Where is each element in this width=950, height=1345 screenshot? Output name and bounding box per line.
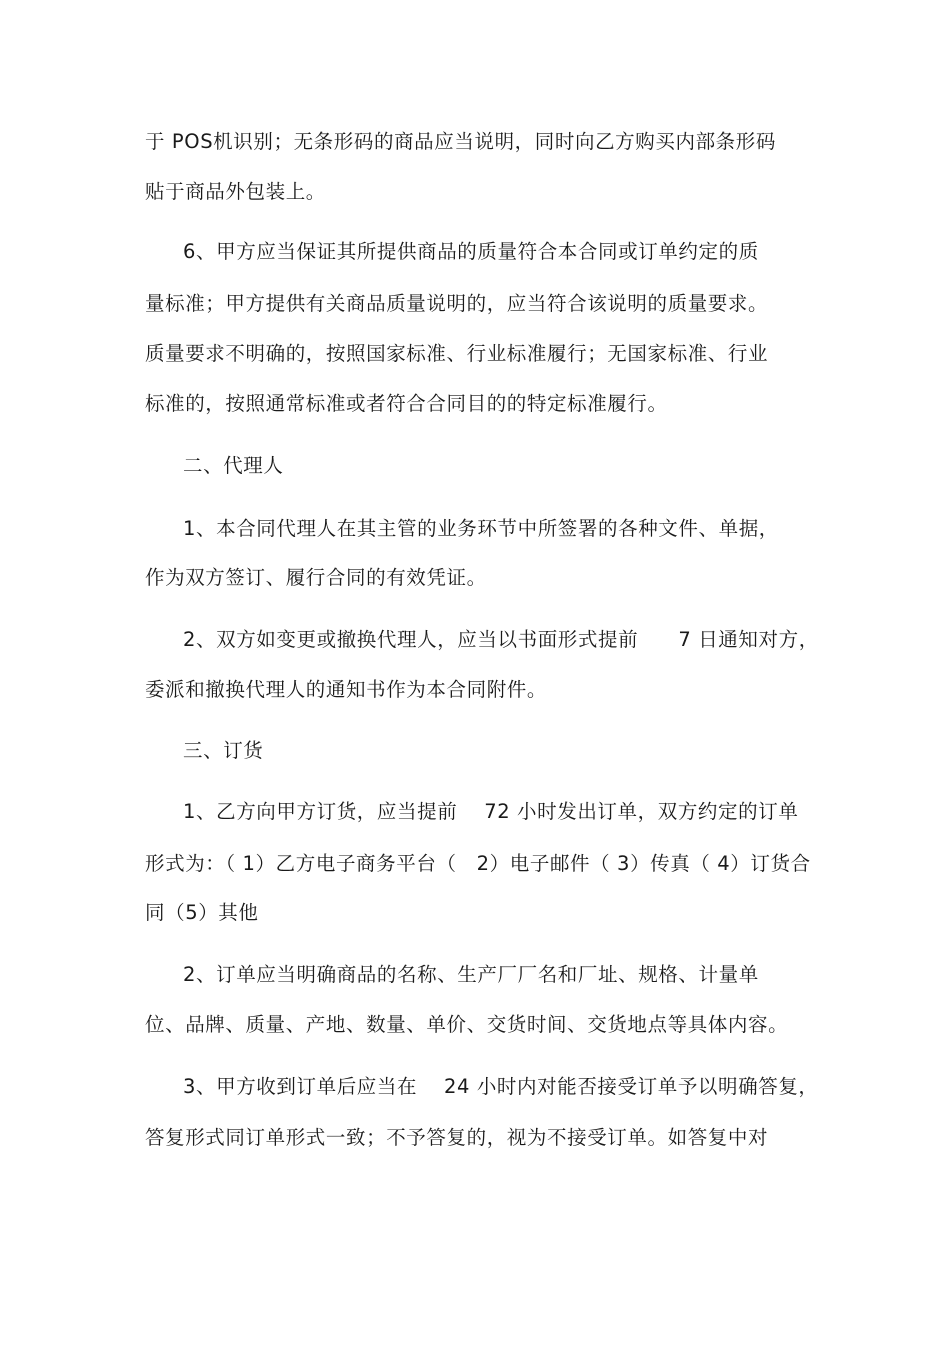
text-line: 同（5）其他 <box>145 901 259 924</box>
text-line: 量标准；甲方提供有关商品质量说明的，应当符合该说明的质量要求。 <box>145 292 769 315</box>
text-line: 于 POS机识别；无条形码的商品应当说明，同时向乙方购买内部条形码 <box>145 130 776 153</box>
text-line: 位、品牌、质量、产地、数量、单价、交货时间、交货地点等具体内容。 <box>145 1013 789 1036</box>
paragraph-order-3-start: 3、甲方收到订单后应当在 24 小时内对能否接受订单予以明确答复， <box>183 1075 819 1098</box>
paragraph-6-start: 6、甲方应当保证其所提供商品的质量符合本合同或订单约定的质 <box>183 240 759 263</box>
paragraph-order-1-start: 1、乙方向甲方订货，应当提前 72 小时发出订单，双方约定的订单 <box>183 800 799 823</box>
text-line: 质量要求不明确的，按照国家标准、行业标准履行；无国家标准、行业 <box>145 342 769 365</box>
text-line: 贴于商品外包装上。 <box>145 180 326 203</box>
paragraph-order-2-start: 2、订单应当明确商品的名称、生产厂厂名和厂址、规格、计量单 <box>183 963 759 986</box>
section-heading-agent: 二、代理人 <box>183 454 284 477</box>
text-line: 答复形式同订单形式一致；不予答复的，视为不接受订单。如答复中对 <box>145 1126 769 1149</box>
paragraph-agent-1-start: 1、本合同代理人在其主管的业务环节中所签署的各种文件、单据， <box>183 517 779 540</box>
text-line: 形式为：（ 1）乙方电子商务平台（ 2）电子邮件（ 3）传真（ 4）订货合 <box>145 852 811 875</box>
section-heading-ordering: 三、订货 <box>183 739 264 762</box>
text-line: 作为双方签订、履行合同的有效凭证。 <box>145 566 487 589</box>
paragraph-agent-2-start: 2、双方如变更或撤换代理人，应当以书面形式提前 7 日通知对方， <box>183 628 819 651</box>
text-line: 标准的，按照通常标准或者符合合同目的的特定标准履行。 <box>145 392 668 415</box>
text-line: 委派和撤换代理人的通知书作为本合同附件。 <box>145 678 548 701</box>
